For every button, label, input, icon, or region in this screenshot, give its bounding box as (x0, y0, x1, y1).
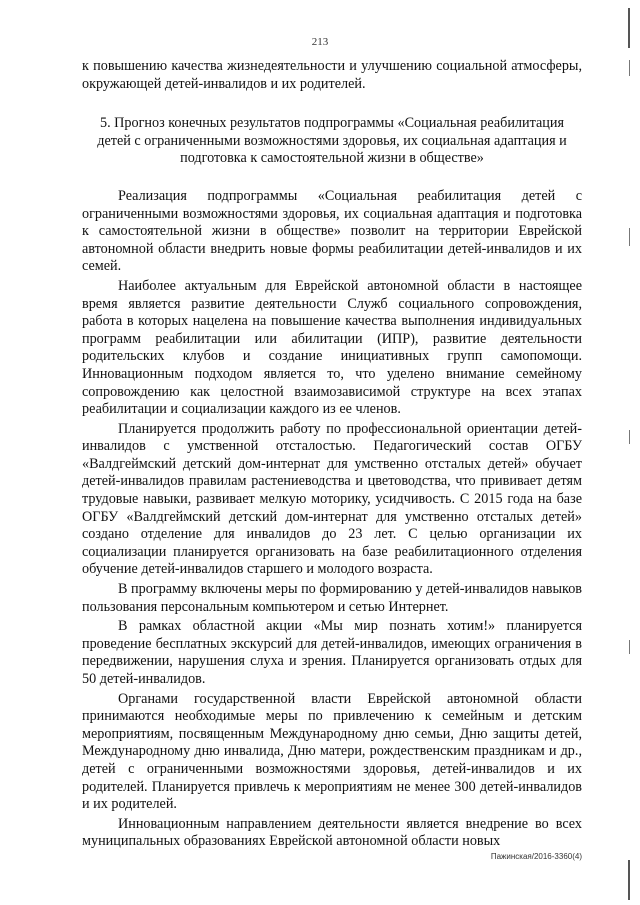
scan-edge-mark (629, 640, 630, 654)
document-code: Пажинская/2016-3360(4) (490, 852, 582, 861)
scan-edge-mark-top (628, 8, 630, 48)
intro-text: к повышению качества жизнедеятельности и улучшению социальной атмосферы, окружающей детей-инвалидов и их родителей. (82, 58, 582, 92)
scan-edge-mark-bottom (628, 860, 630, 900)
document-body (82, 58, 582, 853)
paragraph-4: В программу включены меры по формированию у детей-инвалидов навыков пользования персональным компьютером и сетью Интернет. (82, 581, 582, 615)
scan-edge-mark (629, 228, 630, 246)
paragraph-5: В рамках областной акции «Мы мир познать хотим!» планируется проведение бесплатных экскурсий для детей-инвалидов, имеющих ограничения в передвижении, нарушения слуха и зрения. Планируется организовать отдых для 50 детей-инвалидов. (82, 618, 582, 687)
page-number: 213 (311, 36, 329, 48)
paragraph-2: Наиболее актуальным для Еврейской автономной области в настоящее время является развитие деятельности Служб социального сопровождения, работа в которых нацелена на повышение качества выполнения индивидуальных программ реабилитации или абилитации (ИПР), развитие деятельности родительских клубов и создание инициативных групп самопомощи. Инновационным подходом является то, что уделено внимание семейному сопровождению как целостной взаимозависимой структуре на всех этапах реабилитации и социализации каждого из ее членов. (82, 277, 582, 418)
scan-edge-mark (629, 60, 630, 76)
scan-edge-mark (629, 430, 630, 444)
paragraph-6: Органами государственной власти Еврейской автономной области принимаются необходимые меры по привлечению к семейным и детским мероприятиям, посвященным Международному дню семьи, Дню защиты детей, Международному дню инвалида, Дню матери, рождественским праздникам и др., детей с ограниченными возможностями здоровья, детей-инвалидов и их родителей. Планируется привлечь к мероприятиям не менее 300 детей-инвалидов и их родителей. (82, 690, 582, 813)
paragraph-1: Реализация подпрограммы «Социальная реабилитация детей с ограниченными возможностями здоровья, их социальная адаптация и подготовка к самостоятельной жизни в обществе» позволит на территории Еврейской автономной области внедрить новые формы реабилитации детей-инвалидов и их семей. (82, 187, 582, 275)
section-heading: 5. Прогноз конечных результатов подпрограммы «Социальная реабилитация детей с ограниченными возможностями здоровья, их социальная адаптация и подготовка к самостоятельной жизни в обществе» (97, 115, 567, 167)
paragraph-3: Планируется продолжить работу по профессиональной ориентации детей-инвалидов с умственной отсталостью. Педагогический состав ОГБУ «Валдгеймский детский дом-интернат для умственно отсталых детей» обучает детей-инвалидов правилам растениеводства и цветоводства, что прививает детям трудовые навыки, развивает мелкую моторику, усидчивость. С 2015 года на базе ОГБУ «Валдгеймский детский дом-интернат для умственно отсталых детей» создано отделение для инвалидов до 23 лет. С целью организации их социализации планируется организовать на базе реабилитационного отделения обучение детей-инвалидов старшего и молодого возраста. (82, 420, 582, 578)
paragraph-7: Инновационным направлением деятельности является внедрение во всех муниципальных образованиях Еврейской автономной области новых (82, 815, 582, 850)
